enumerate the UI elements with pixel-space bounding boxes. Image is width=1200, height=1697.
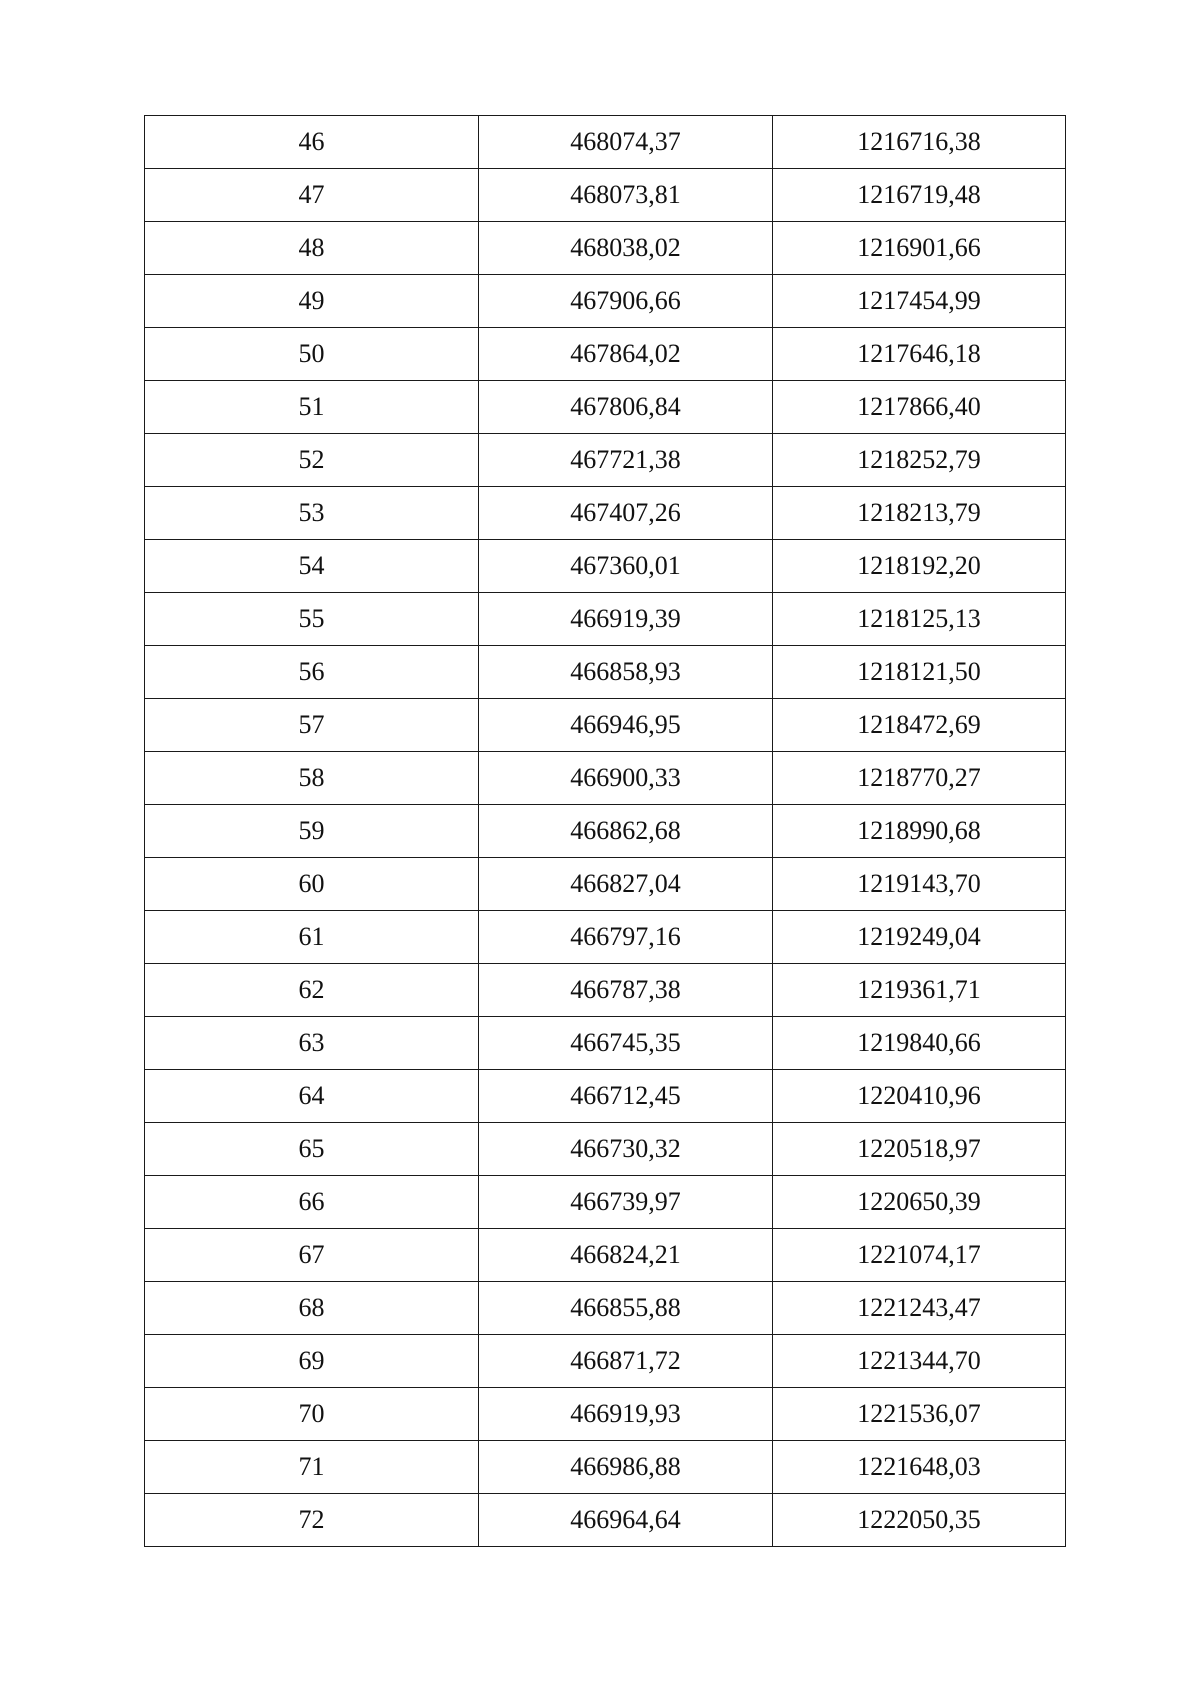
x-coordinate-cell: 467407,26 — [479, 487, 773, 540]
table-row — [145, 1017, 1066, 1070]
point-number-cell: 50 — [145, 328, 479, 381]
y-coordinate-cell: 1218121,50 — [773, 646, 1066, 699]
y-coordinate-cell: 1216901,66 — [773, 222, 1066, 275]
point-number-cell: 67 — [145, 1229, 479, 1282]
table-row — [145, 593, 1066, 646]
table-row — [145, 805, 1066, 858]
point-number-cell: 66 — [145, 1176, 479, 1229]
x-coordinate-cell: 468038,02 — [479, 222, 773, 275]
x-coordinate-cell: 466919,39 — [479, 593, 773, 646]
table-row — [145, 540, 1066, 593]
y-coordinate-cell: 1218252,79 — [773, 434, 1066, 487]
y-coordinate-cell: 1221074,17 — [773, 1229, 1066, 1282]
table-row — [145, 116, 1066, 169]
x-coordinate-cell: 467864,02 — [479, 328, 773, 381]
table-row — [145, 752, 1066, 805]
table-row — [145, 169, 1066, 222]
y-coordinate-cell: 1216716,38 — [773, 116, 1066, 169]
y-coordinate-cell: 1217866,40 — [773, 381, 1066, 434]
y-coordinate-cell: 1218125,13 — [773, 593, 1066, 646]
x-coordinate-cell: 466855,88 — [479, 1282, 773, 1335]
x-coordinate-cell: 468074,37 — [479, 116, 773, 169]
x-coordinate-cell: 466986,88 — [479, 1441, 773, 1494]
point-number-cell: 63 — [145, 1017, 479, 1070]
y-coordinate-cell: 1218192,20 — [773, 540, 1066, 593]
x-coordinate-cell: 467360,01 — [479, 540, 773, 593]
point-number-cell: 55 — [145, 593, 479, 646]
point-number-cell: 56 — [145, 646, 479, 699]
table-row — [145, 1176, 1066, 1229]
table-row — [145, 1388, 1066, 1441]
y-coordinate-cell: 1221536,07 — [773, 1388, 1066, 1441]
table-row — [145, 222, 1066, 275]
table-row — [145, 646, 1066, 699]
x-coordinate-cell: 466824,21 — [479, 1229, 773, 1282]
y-coordinate-cell: 1219249,04 — [773, 911, 1066, 964]
x-coordinate-cell: 466862,68 — [479, 805, 773, 858]
x-coordinate-cell: 467721,38 — [479, 434, 773, 487]
x-coordinate-cell: 468073,81 — [479, 169, 773, 222]
point-number-cell: 59 — [145, 805, 479, 858]
table-row — [145, 1123, 1066, 1176]
coordinates-table — [144, 115, 1066, 1547]
x-coordinate-cell: 466797,16 — [479, 911, 773, 964]
table-row — [145, 381, 1066, 434]
y-coordinate-cell: 1222050,35 — [773, 1494, 1066, 1547]
y-coordinate-cell: 1219143,70 — [773, 858, 1066, 911]
coordinates-table-body — [145, 116, 1066, 1547]
table-row — [145, 434, 1066, 487]
table-row — [145, 858, 1066, 911]
point-number-cell: 61 — [145, 911, 479, 964]
x-coordinate-cell: 466858,93 — [479, 646, 773, 699]
x-coordinate-cell: 466787,38 — [479, 964, 773, 1017]
y-coordinate-cell: 1218213,79 — [773, 487, 1066, 540]
table-row — [145, 275, 1066, 328]
y-coordinate-cell: 1221648,03 — [773, 1441, 1066, 1494]
y-coordinate-cell: 1220410,96 — [773, 1070, 1066, 1123]
point-number-cell: 53 — [145, 487, 479, 540]
table-row — [145, 1282, 1066, 1335]
x-coordinate-cell: 466730,32 — [479, 1123, 773, 1176]
x-coordinate-cell: 466712,45 — [479, 1070, 773, 1123]
table-row — [145, 1229, 1066, 1282]
point-number-cell: 70 — [145, 1388, 479, 1441]
y-coordinate-cell: 1217454,99 — [773, 275, 1066, 328]
point-number-cell: 46 — [145, 116, 479, 169]
table-row — [145, 964, 1066, 1017]
x-coordinate-cell: 467806,84 — [479, 381, 773, 434]
x-coordinate-cell: 466946,95 — [479, 699, 773, 752]
y-coordinate-cell: 1221243,47 — [773, 1282, 1066, 1335]
table-row — [145, 1070, 1066, 1123]
point-number-cell: 72 — [145, 1494, 479, 1547]
point-number-cell: 52 — [145, 434, 479, 487]
y-coordinate-cell: 1218472,69 — [773, 699, 1066, 752]
point-number-cell: 54 — [145, 540, 479, 593]
point-number-cell: 60 — [145, 858, 479, 911]
x-coordinate-cell: 466745,35 — [479, 1017, 773, 1070]
y-coordinate-cell: 1216719,48 — [773, 169, 1066, 222]
x-coordinate-cell: 466964,64 — [479, 1494, 773, 1547]
point-number-cell: 69 — [145, 1335, 479, 1388]
point-number-cell: 68 — [145, 1282, 479, 1335]
point-number-cell: 65 — [145, 1123, 479, 1176]
point-number-cell: 58 — [145, 752, 479, 805]
x-coordinate-cell: 466739,97 — [479, 1176, 773, 1229]
y-coordinate-cell: 1220650,39 — [773, 1176, 1066, 1229]
y-coordinate-cell: 1218770,27 — [773, 752, 1066, 805]
point-number-cell: 51 — [145, 381, 479, 434]
point-number-cell: 71 — [145, 1441, 479, 1494]
y-coordinate-cell: 1217646,18 — [773, 328, 1066, 381]
table-row — [145, 1494, 1066, 1547]
table-row — [145, 911, 1066, 964]
table-row — [145, 487, 1066, 540]
table-row — [145, 1441, 1066, 1494]
table-row — [145, 1335, 1066, 1388]
x-coordinate-cell: 467906,66 — [479, 275, 773, 328]
point-number-cell: 48 — [145, 222, 479, 275]
x-coordinate-cell: 466900,33 — [479, 752, 773, 805]
y-coordinate-cell: 1218990,68 — [773, 805, 1066, 858]
point-number-cell: 62 — [145, 964, 479, 1017]
x-coordinate-cell: 466919,93 — [479, 1388, 773, 1441]
y-coordinate-cell: 1219361,71 — [773, 964, 1066, 1017]
point-number-cell: 47 — [145, 169, 479, 222]
point-number-cell: 64 — [145, 1070, 479, 1123]
table-row — [145, 699, 1066, 752]
x-coordinate-cell: 466827,04 — [479, 858, 773, 911]
point-number-cell: 49 — [145, 275, 479, 328]
y-coordinate-cell: 1220518,97 — [773, 1123, 1066, 1176]
y-coordinate-cell: 1219840,66 — [773, 1017, 1066, 1070]
table-row — [145, 328, 1066, 381]
x-coordinate-cell: 466871,72 — [479, 1335, 773, 1388]
y-coordinate-cell: 1221344,70 — [773, 1335, 1066, 1388]
point-number-cell: 57 — [145, 699, 479, 752]
